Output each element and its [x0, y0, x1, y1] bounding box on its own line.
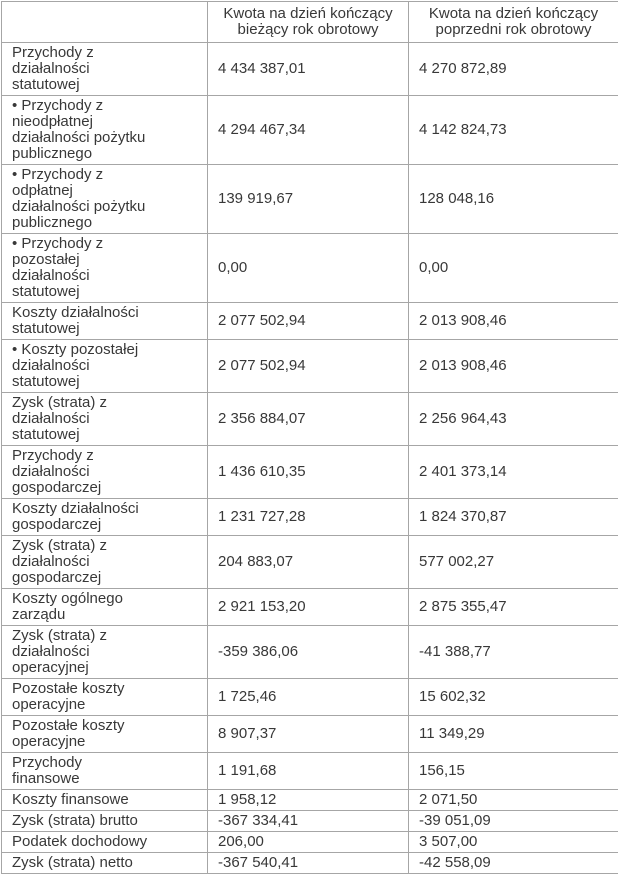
row-label-text: Koszty działalności statutowej	[12, 304, 139, 337]
value-previous-year: 128 048,16	[409, 165, 618, 234]
value-previous-year: 577 002,27	[409, 536, 618, 589]
table-row	[2, 589, 618, 626]
table-row	[2, 303, 618, 340]
row-label	[2, 589, 208, 626]
row-label	[2, 753, 208, 790]
row-label	[2, 679, 208, 716]
table-row	[2, 43, 618, 96]
value-previous-year: 1 824 370,87	[409, 499, 618, 536]
row-label	[2, 234, 208, 303]
value-current-year: 139 919,67	[208, 165, 409, 234]
value-current-year: 1 191,68	[208, 753, 409, 790]
financial-statement-table	[1, 1, 618, 874]
column-header-previous-year: Kwota na dzień kończący poprzedni rok obrotowy	[409, 2, 618, 43]
row-label-text: Zysk (strata) z działalności gospodarczej	[12, 537, 108, 586]
column-header-current-year: Kwota na dzień kończący bieżący rok obrotowy	[208, 2, 409, 43]
column-header-empty	[2, 2, 208, 43]
value-current-year: 2 077 502,94	[208, 340, 409, 393]
table-row	[2, 393, 618, 446]
table-row	[2, 679, 618, 716]
row-label	[2, 96, 208, 165]
value-current-year: 1 436 610,35	[208, 446, 409, 499]
row-label-text: • Przychody z nieodpłatnej działalności pożytku publicznego	[12, 97, 146, 162]
row-label-text: Pozostałe koszty operacyjne	[12, 717, 125, 750]
table-row	[2, 626, 618, 679]
value-previous-year: 156,15	[409, 753, 618, 790]
row-label-text: Przychody finansowe	[12, 754, 83, 787]
table-row	[2, 234, 618, 303]
value-current-year: -367 334,41	[208, 811, 409, 832]
value-previous-year: 2 071,50	[409, 790, 618, 811]
row-label	[2, 446, 208, 499]
table-row	[2, 716, 618, 753]
row-label-text: Koszty finansowe	[12, 791, 129, 808]
row-label-text: Zysk (strata) netto	[12, 854, 133, 871]
row-label	[2, 536, 208, 589]
row-label-text: Koszty ogólnego zarządu	[12, 590, 123, 623]
value-previous-year: 3 507,00	[409, 832, 618, 853]
table-row	[2, 340, 618, 393]
value-current-year: 2 921 153,20	[208, 589, 409, 626]
value-current-year: 4 434 387,01	[208, 43, 409, 96]
table-row	[2, 499, 618, 536]
value-previous-year: 2 401 373,14	[409, 446, 618, 499]
row-label-text: Zysk (strata) z działalności operacyjnej	[12, 627, 108, 676]
value-current-year: 8 907,37	[208, 716, 409, 753]
value-current-year: 2 077 502,94	[208, 303, 409, 340]
value-current-year: -359 386,06	[208, 626, 409, 679]
row-label-text: • Przychody z odpłatnej działalności pożytku publicznego	[12, 166, 146, 231]
value-current-year: 206,00	[208, 832, 409, 853]
row-label-text: Pozostałe koszty operacyjne	[12, 680, 125, 713]
table-row	[2, 811, 618, 832]
table-row	[2, 753, 618, 790]
row-label	[2, 832, 208, 853]
table-row	[2, 446, 618, 499]
table-row	[2, 536, 618, 589]
row-label-text: • Koszty pozostałej działalności statutowej	[12, 341, 139, 390]
value-previous-year: 2 256 964,43	[409, 393, 618, 446]
table-row	[2, 165, 618, 234]
value-current-year: 2 356 884,07	[208, 393, 409, 446]
row-label	[2, 165, 208, 234]
table-row	[2, 96, 618, 165]
row-label-text: Podatek dochodowy	[12, 833, 148, 850]
row-label	[2, 811, 208, 832]
value-previous-year: 0,00	[409, 234, 618, 303]
value-current-year: 1 231 727,28	[208, 499, 409, 536]
value-previous-year: 2 013 908,46	[409, 303, 618, 340]
value-previous-year: 2 013 908,46	[409, 340, 618, 393]
value-previous-year: 4 270 872,89	[409, 43, 618, 96]
value-previous-year: 15 602,32	[409, 679, 618, 716]
value-current-year: 204 883,07	[208, 536, 409, 589]
row-label-text: Koszty działalności gospodarczej	[12, 500, 139, 533]
value-previous-year: -42 558,09	[409, 853, 618, 874]
value-previous-year: 2 875 355,47	[409, 589, 618, 626]
value-current-year: 1 958,12	[208, 790, 409, 811]
row-label	[2, 716, 208, 753]
row-label-text: Przychody z działalności gospodarczej	[12, 447, 102, 496]
header-row	[2, 2, 618, 43]
row-label	[2, 790, 208, 811]
table-row	[2, 853, 618, 874]
row-label-text: Zysk (strata) z działalności statutowej	[12, 394, 108, 443]
row-label-text: Przychody z działalności statutowej	[12, 44, 94, 93]
value-current-year: 1 725,46	[208, 679, 409, 716]
table-body	[2, 43, 618, 874]
value-previous-year: -41 388,77	[409, 626, 618, 679]
row-label-text: Zysk (strata) brutto	[12, 812, 138, 829]
row-label	[2, 340, 208, 393]
value-previous-year: 4 142 824,73	[409, 96, 618, 165]
row-label	[2, 499, 208, 536]
row-label	[2, 626, 208, 679]
row-label	[2, 43, 208, 96]
value-current-year: -367 540,41	[208, 853, 409, 874]
table-row	[2, 790, 618, 811]
value-current-year: 0,00	[208, 234, 409, 303]
row-label	[2, 303, 208, 340]
row-label	[2, 393, 208, 446]
row-label	[2, 853, 208, 874]
table-row	[2, 832, 618, 853]
row-label-text: • Przychody z pozostałej działalności statutowej	[12, 235, 104, 300]
value-previous-year: 11 349,29	[409, 716, 618, 753]
value-previous-year: -39 051,09	[409, 811, 618, 832]
value-current-year: 4 294 467,34	[208, 96, 409, 165]
